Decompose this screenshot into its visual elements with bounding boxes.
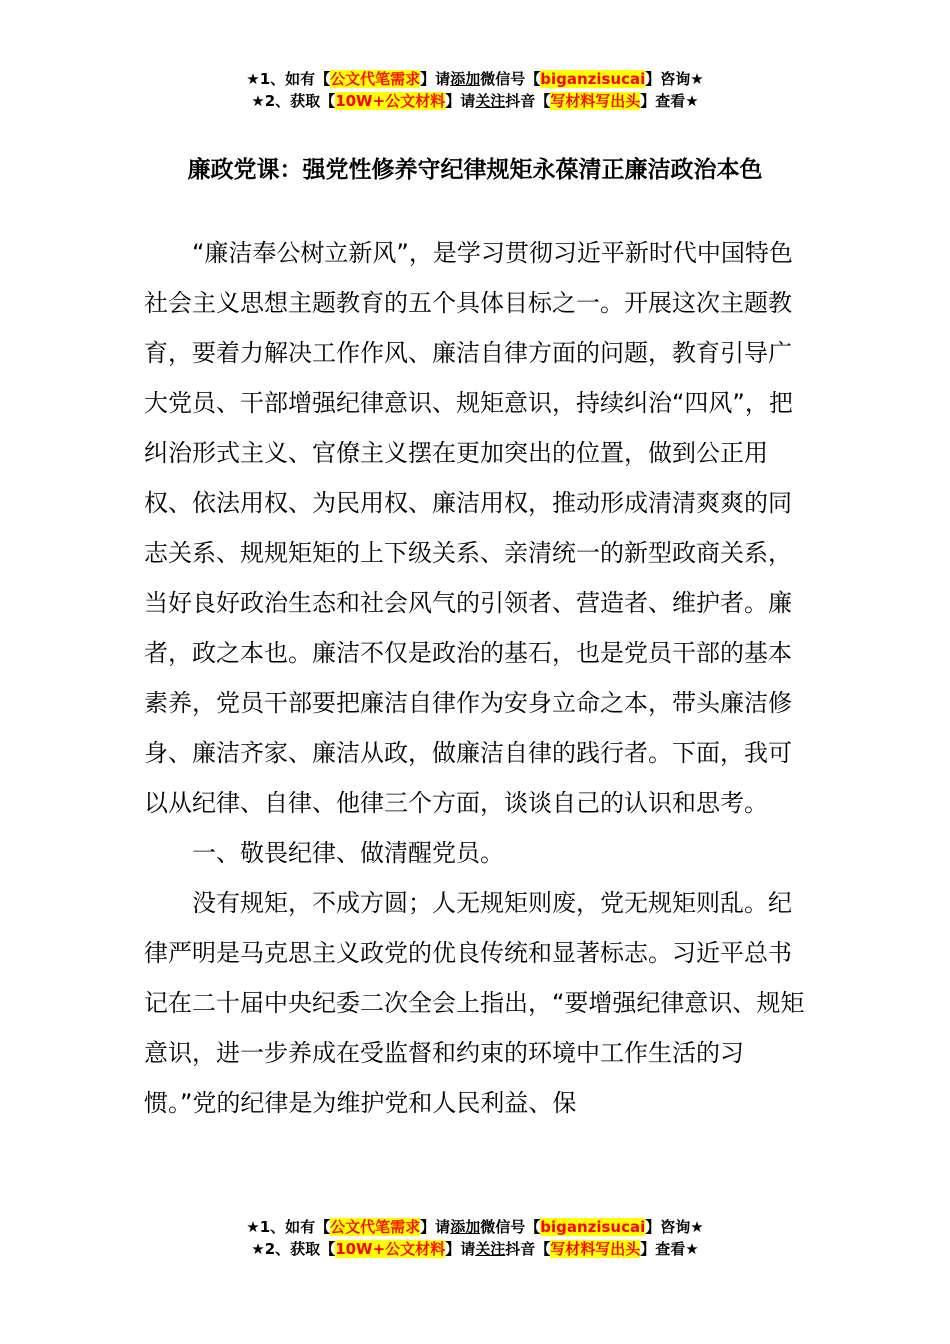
highlight-wechat-id: biganzisucai xyxy=(540,1218,646,1236)
highlight-douyin-account: 写材料写出头 xyxy=(550,92,641,110)
banner-line-1: ★1、如有【公文代笔需求】请添加微信号【biganzisucai】咨询★ xyxy=(246,1218,704,1236)
banner-line-1: ★1、如有【公文代笔需求】请添加微信号【biganzisucai】咨询★ xyxy=(246,70,704,88)
highlight-douyin-account: 写材料写出头 xyxy=(550,1240,641,1258)
highlight-materials: 10W+公文材料 xyxy=(335,1240,446,1258)
paragraph-discipline: 没有规矩，不成方圆；人无规矩则废，党无规矩则乱。纪律严明是马克思主义政党的优良传统和显著标志。习近平总书记在二十届中央纪委二次全会上指出，“要增强纪律意识、规矩意识，进一步养成在受监督和约束的环境中工作生活的习惯。”党的纪律是为维护党和人民利益、保 xyxy=(144,889,805,1117)
highlight-writing-service: 公文代笔需求 xyxy=(330,70,421,88)
document-title: 廉政党课：强党性修养守纪律规矩永葆清正廉洁政治本色 xyxy=(187,157,763,183)
banner-line-2: ★2、获取【10W+公文材料】请关注抖音【写材料写出头】查看★ xyxy=(251,1240,699,1258)
header-banner xyxy=(0,68,950,112)
highlight-writing-service: 公文代笔需求 xyxy=(330,1218,421,1236)
highlight-materials: 10W+公文材料 xyxy=(335,92,446,110)
document-body xyxy=(144,228,812,1128)
paragraph-intro: “廉洁奉公树立新风”，是学习贯彻习近平新时代中国特色社会主义思想主题教育的五个具体目标之一。开展这次主题教育，要着力解决工作作风、廉洁自律方面的问题，教育引导广大党员、干部增强纪律意识、规矩意识，持续纠治“四风”，把纠治形式主义、官僚主义摆在更加突出的位置，做到公正用权、依法用权、为民用权、廉洁用权，推动形成清清爽爽的同志关系、规规矩矩的上下级关系、亲清统一的新型政商关系，当好良好政治生态和社会风气的引领者、营造者、维护者。廉者，政之本也。廉洁不仅是政治的基石，也是党员干部的基本素养，党员干部要把廉洁自律作为安身立命之本，带头廉洁修身、廉洁齐家、廉洁从政，做廉洁自律的践行者。下面，我可以从纪律、自律、他律三个方面，谈谈自己的认识和思考。 xyxy=(144,239,793,817)
banner-line-2: ★2、获取【10W+公文材料】请关注抖音【写材料写出头】查看★ xyxy=(251,92,699,110)
section-heading-1: 一、敬畏纪律、做清醒党员。 xyxy=(192,839,504,867)
footer-banner xyxy=(0,1216,950,1260)
highlight-wechat-id: biganzisucai xyxy=(540,70,646,88)
